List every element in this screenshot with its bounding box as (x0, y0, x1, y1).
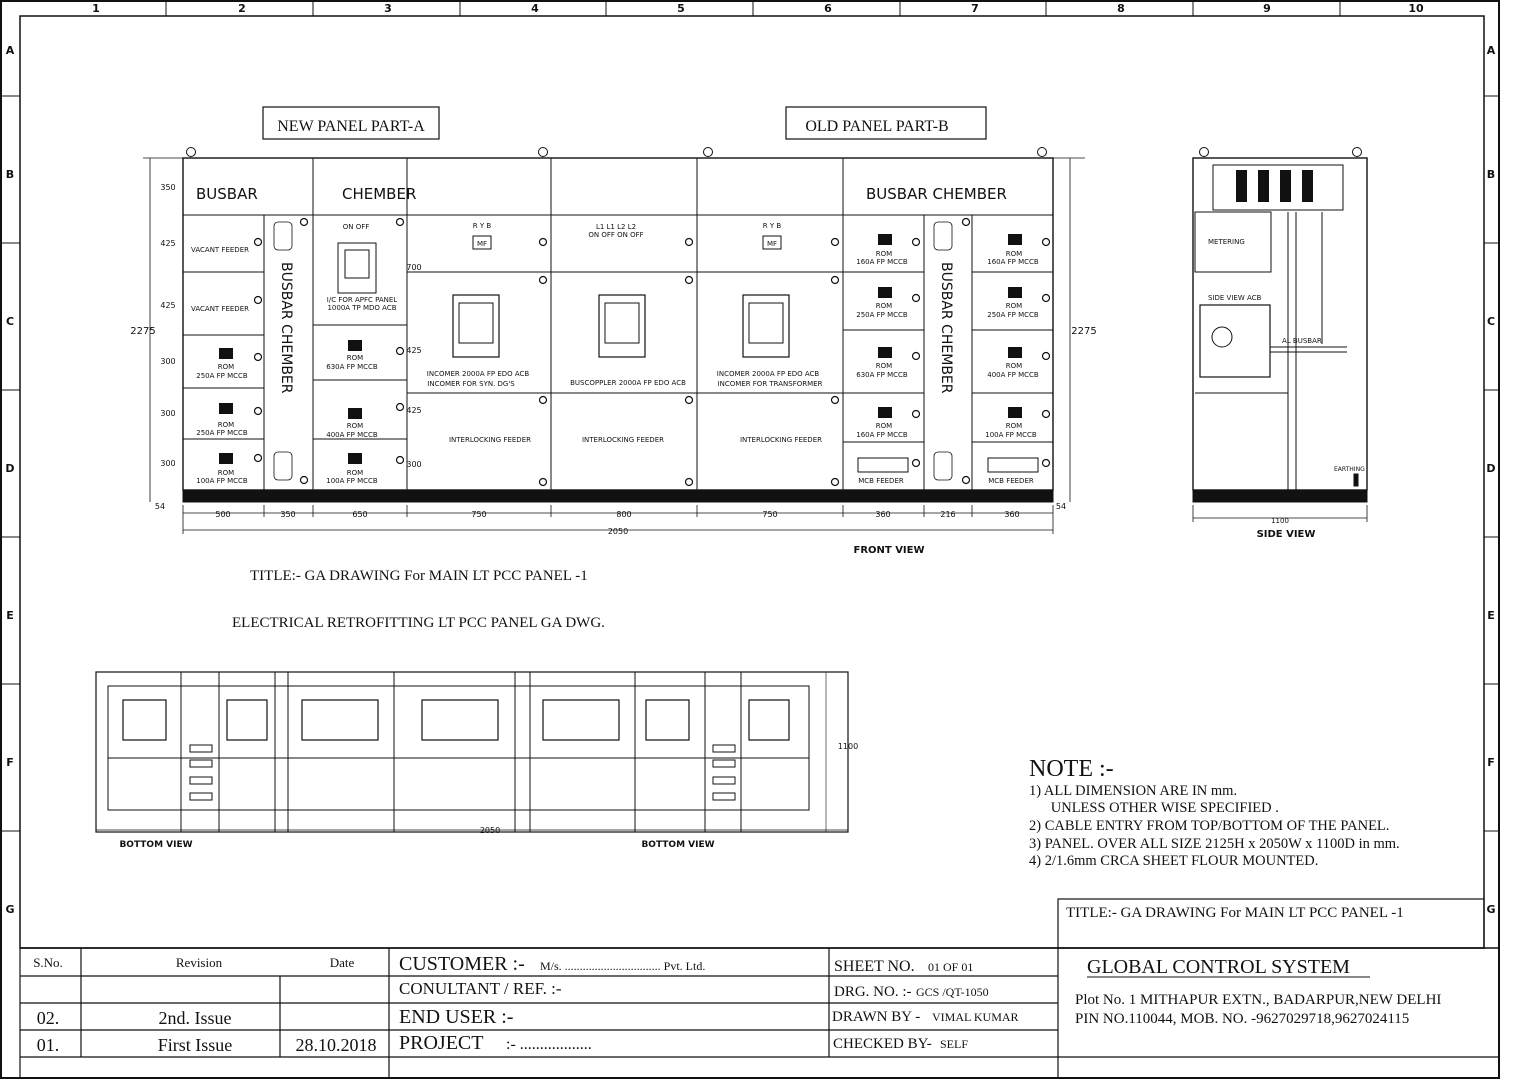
grid-row-b-right: B (1486, 168, 1496, 181)
row-dim-2: 425 (160, 239, 176, 248)
col9-feeder-4-l2: 100A FP MCCB (985, 431, 1037, 439)
grid-row-f-left: F (6, 756, 14, 769)
incomer-2-line2: INCOMER FOR TRANSFORMER (717, 380, 823, 388)
interlocking-feeder-1: INTERLOCKING FEEDER (448, 436, 532, 444)
side-view-label: SIDE VIEW (1256, 529, 1316, 540)
col1-feeder-1: VACANT FEEDER (191, 246, 249, 254)
grid-col-7: 7 (971, 2, 979, 15)
grid-row-b-left: B (5, 168, 15, 181)
interlocking-feeder-3: INTERLOCKING FEEDER (739, 436, 823, 444)
revision-1-sno: 02. (36, 1008, 60, 1028)
meter-l1l2: L1 L1 L2 L2 (595, 223, 637, 231)
row-dim-5: 300 (160, 409, 176, 418)
company-contact: PIN NO.110044, MOB. NO. -9627029718,9627024115 (1075, 1011, 1410, 1027)
bottom-view-label-left: BOTTOM VIEW (119, 840, 193, 850)
grid-row-d-right: D (1486, 462, 1496, 475)
incomer-2-line1: INCOMER 2000A FP EDO ACB (716, 370, 820, 378)
col3-feeder-1-l1: I/C FOR APFC PANEL (326, 296, 398, 304)
end-user-label: END USER :- (399, 1006, 514, 1028)
col7-feeder-1-l2: 160A FP MCCB (856, 258, 908, 266)
company-address: Plot No. 1 MITHAPUR EXTN., BADARPUR,NEW DELHI (1075, 992, 1442, 1008)
al-busbar-label: AL BUSBAR (1282, 337, 1322, 345)
title-block (20, 899, 1499, 1078)
col7-feeder-3-l1: ROM (875, 362, 893, 370)
bottom-dim-2: 350 (280, 510, 296, 519)
col9-feeder-1-l2: 160A FP MCCB (987, 258, 1039, 266)
grid-row-g-right: G (1486, 903, 1496, 916)
bottom-dim-8: 216 (940, 510, 956, 519)
col7-feeder-1-l1: ROM (875, 250, 893, 258)
edge-dim-right: 54 (1055, 502, 1067, 511)
grid-col-1: 1 (92, 2, 100, 15)
drawing-title: TITLE:- GA DRAWING For MAIN LT PCC PANEL -1 (250, 568, 588, 584)
col3-feeder-4-l1: ROM (346, 469, 364, 477)
col9-feeder-4-l1: ROM (1005, 422, 1023, 430)
busbar-header-left-b: CHEMBER (342, 185, 417, 203)
overall-height-left: 2275 (130, 326, 156, 337)
col7-feeder-5: MCB FEEDER (858, 477, 904, 485)
bottom-dim-3: 650 (352, 510, 368, 519)
part-b-title: OLD PANEL PART-B (805, 118, 949, 135)
col1-feeder-3-l2: 250A FP MCCB (196, 372, 248, 380)
col3-feeder-4-l2: 100A FP MCCB (326, 477, 378, 485)
header-revision: Revision (175, 955, 223, 970)
meter-ryb-1: R Y B (472, 222, 492, 230)
on-off-label: ON OFF (342, 223, 370, 231)
col7-feeder-2-l1: ROM (875, 302, 893, 310)
metering-label: METERING (1208, 238, 1245, 246)
drg-no-label: DRG. NO. :- (834, 984, 912, 1000)
bottom-dim-9: 360 (1004, 510, 1020, 519)
sheet-no-label: SHEET NO. (834, 958, 915, 975)
col1-feeder-5-l1: ROM (217, 469, 235, 477)
grid-row-d-left: D (5, 462, 15, 475)
customer-value: M/s. ................................ Pvt. Ltd. (540, 959, 706, 973)
grid-row-c-right: C (1486, 315, 1496, 328)
incomer-1-line1: INCOMER 2000A FP EDO ACB (426, 370, 530, 378)
checked-by-value: SELF (940, 1037, 969, 1051)
header-date: Date (329, 955, 355, 970)
col9-feeder-2-l2: 250A FP MCCB (987, 311, 1039, 319)
side-view-acb-label: SIDE VIEW ACB (1208, 294, 1262, 302)
col9-feeder-1-l1: ROM (1005, 250, 1023, 258)
col9-feeder-2-l1: ROM (1005, 302, 1023, 310)
drawn-by-label: DRAWN BY - (832, 1009, 921, 1025)
bottom-dim-1: 500 (215, 510, 231, 519)
busbar-header-right: BUSBAR CHEMBER (866, 185, 1007, 203)
earthing-label: EARTHING (1334, 466, 1365, 473)
col1-feeder-4-l1: ROM (217, 421, 235, 429)
drawn-by-value: VIMAL KUMAR (932, 1010, 1019, 1024)
inner-dim-1: 700 (406, 263, 422, 272)
bottom-dim-5: 800 (616, 510, 632, 519)
grid-col-10: 10 (1408, 2, 1424, 15)
bottom-dim-4: 750 (471, 510, 487, 519)
col3-feeder-2-l1: ROM (346, 354, 364, 362)
col7-feeder-4-l1: ROM (875, 422, 893, 430)
col3-feeder-3-l1: ROM (346, 422, 364, 430)
customer-label: CUSTOMER :- (399, 953, 525, 975)
inner-dim-3: 425 (406, 406, 422, 415)
col9-feeder-3-l1: ROM (1005, 362, 1023, 370)
col9-feeder-3-l2: 400A FP MCCB (987, 371, 1039, 379)
interlocking-feeder-2: INTERLOCKING FEEDER (581, 436, 665, 444)
vertical-busbar-left: BUSBAR CHEMBER (278, 262, 294, 394)
overall-height-right: 2275 (1071, 326, 1097, 337)
title-block-title: TITLE:- GA DRAWING For MAIN LT PCC PANEL -1 (1066, 905, 1404, 921)
bottom-width-dim: 2050 (479, 826, 501, 835)
revision-2-desc: First Issue (157, 1035, 233, 1055)
grid-col-8: 8 (1117, 2, 1125, 15)
part-a-title: NEW PANEL PART-A (277, 118, 425, 135)
meter-l1l2-sub: ON OFF ON OFF (588, 231, 644, 239)
inner-dim-4: 300 (406, 460, 422, 469)
col3-feeder-2-l2: 630A FP MCCB (326, 363, 378, 371)
bottom-view-label-right: BOTTOM VIEW (641, 840, 715, 850)
sheet-no-value: 01 OF 01 (928, 960, 974, 974)
company-name: GLOBAL CONTROL SYSTEM (1087, 956, 1350, 978)
bottom-depth-dim: 1100 (837, 742, 859, 751)
grid-row-a-right: A (1486, 44, 1496, 57)
grid-row-e-left: E (6, 609, 14, 622)
col7-feeder-2-l2: 250A FP MCCB (856, 311, 908, 319)
grid-col-6: 6 (824, 2, 832, 15)
revision-1-desc: 2nd. Issue (158, 1008, 232, 1028)
grid-col-3: 3 (384, 2, 392, 15)
project-label: PROJECT (399, 1032, 484, 1054)
checked-by-label: CHECKED BY- (833, 1036, 932, 1052)
side-width-dim: 1100 (1271, 517, 1289, 525)
note-line-1: 1) ALL DIMENSION ARE IN mm. (1029, 783, 1238, 799)
grid-col-9: 9 (1263, 2, 1271, 15)
inner-dim-2: 425 (406, 346, 422, 355)
col1-feeder-4-l2: 250A FP MCCB (196, 429, 248, 437)
row-dim-4: 300 (160, 357, 176, 366)
grid-row-c-left: C (5, 315, 15, 328)
grid-row-e-right: E (1487, 609, 1495, 622)
drg-no-value: GCS /QT-1050 (916, 985, 989, 999)
col3-feeder-1-l2: 1000A TP MDO ACB (327, 304, 397, 312)
consultant-label: CONULTANT / REF. :- (399, 979, 562, 998)
col3-feeder-3-l2: 400A FP MCCB (326, 431, 378, 439)
col1-feeder-3-l1: ROM (217, 363, 235, 371)
col7-feeder-3-l2: 630A FP MCCB (856, 371, 908, 379)
grid-col-2: 2 (238, 2, 246, 15)
col7-feeder-4-l2: 160A FP MCCB (856, 431, 908, 439)
grid-col-5: 5 (677, 2, 685, 15)
bottom-dim-7: 360 (875, 510, 891, 519)
revision-2-sno: 01. (36, 1035, 60, 1055)
incomer-1-line2: INCOMER FOR SYN. DG'S (427, 380, 515, 388)
edge-dim-left: 54 (154, 502, 166, 511)
vertical-busbar-right: BUSBAR CHEMBER (938, 262, 954, 394)
row-dim-6: 300 (160, 459, 176, 468)
drawing-subtitle: ELECTRICAL RETROFITTING LT PCC PANEL GA DWG. (232, 615, 605, 631)
buscoupler-label: BUSCOPPLER 2000A FP EDO ACB (570, 379, 686, 387)
mf-label-2: MF (766, 240, 778, 248)
bottom-dim-6: 750 (762, 510, 778, 519)
project-value: :- .................. (506, 1036, 592, 1053)
front-view-label: FRONT VIEW (853, 545, 925, 556)
col1-feeder-5-l2: 100A FP MCCB (196, 477, 248, 485)
header-sno: S.No. (33, 955, 63, 970)
row-dim-1: 350 (160, 183, 176, 192)
bottom-view (96, 672, 848, 832)
grid-row-a-left: A (5, 44, 15, 57)
note-heading: NOTE :- (1029, 756, 1114, 782)
grid-col-4: 4 (531, 2, 539, 15)
row-dim-3: 425 (160, 301, 176, 310)
note-line-3: 2) CABLE ENTRY FROM TOP/BOTTOM OF THE PANEL. (1029, 818, 1390, 834)
note-line-5: 4) 2/1.6mm CRCA SHEET FLOUR MOUNTED. (1029, 853, 1319, 869)
grid-row-g-left: G (5, 903, 15, 916)
col9-feeder-5: MCB FEEDER (988, 477, 1034, 485)
revision-2-date: 28.10.2018 (295, 1035, 377, 1055)
meter-ryb-2: R Y B (762, 222, 782, 230)
overall-width: 2050 (607, 527, 629, 536)
note-line-2: UNLESS OTHER WISE SPECIFIED . (1029, 800, 1279, 816)
note-line-4: 3) PANEL. OVER ALL SIZE 2125H x 2050W x 1100D in mm. (1029, 836, 1400, 852)
grid-column-ticks (166, 1, 1340, 16)
busbar-header-left-a: BUSBAR (196, 185, 258, 203)
grid-row-f-right: F (1487, 756, 1495, 769)
mf-label-1: MF (476, 240, 488, 248)
col1-feeder-2: VACANT FEEDER (191, 305, 249, 313)
